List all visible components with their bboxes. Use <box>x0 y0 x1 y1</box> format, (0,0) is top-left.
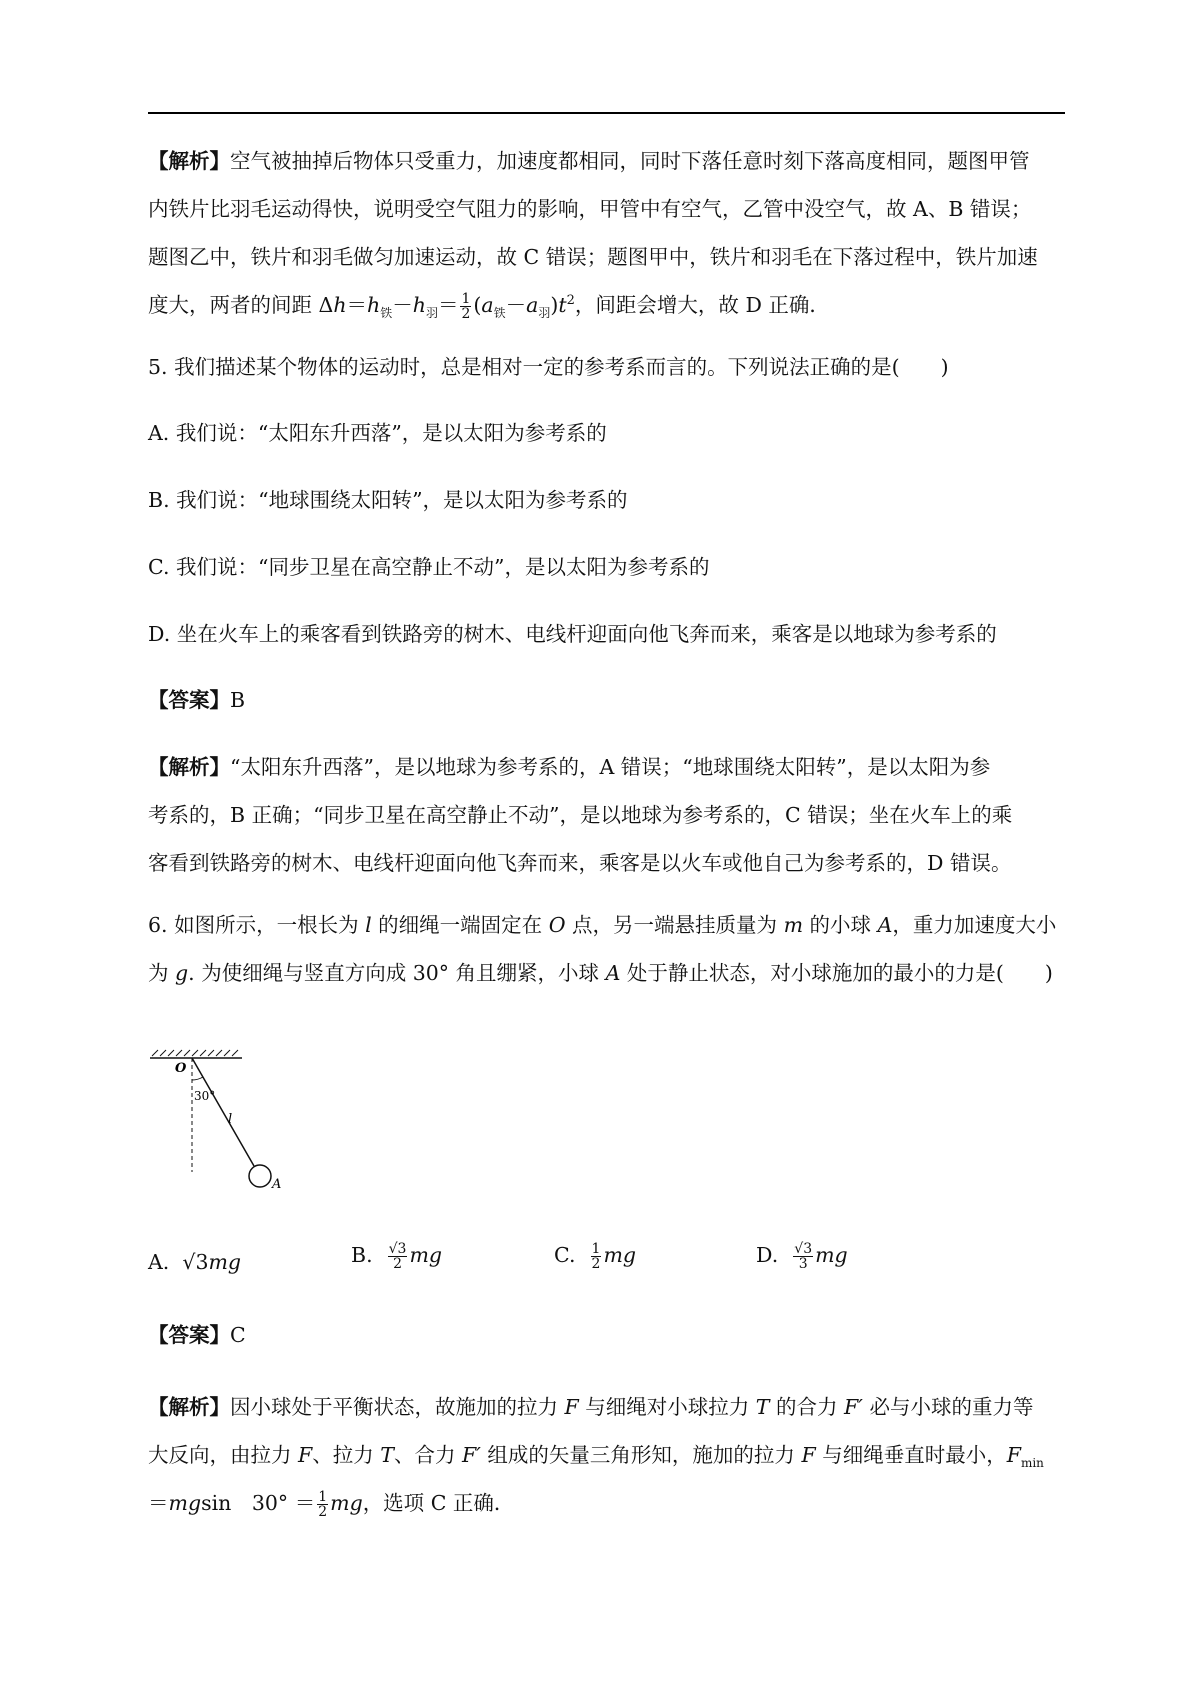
q4-expl-line-2: 内铁片比羽毛运动得快，说明受空气阻力的影响，甲管中有空气，乙管中没空气，故 A、B 错误； <box>148 197 1032 221</box>
label-a: A <box>272 1177 282 1192</box>
label-l: l <box>228 1112 233 1127</box>
q6-option-b: B. $\frac{√3}{2}$ mg <box>351 1241 443 1272</box>
fraction-half: $\frac{1}{2}$ <box>461 291 471 322</box>
string-line <box>192 1058 254 1166</box>
q6-option-c: C. $\frac{1}{2}$ mg <box>554 1241 637 1272</box>
q5-option-d: D. 坐在火车上的乘客看到铁路旁的树木、电线杆迎面向他飞奔而来，乘客是以地球为参考系的 <box>148 622 997 646</box>
q5-expl-line-2: 考系的，B 正确；“同步卫星在高空静止不动”，是以地球为参考系的，C 错误；坐在火车上的乘 <box>148 803 1013 827</box>
q5-option-c: C. 我们说：“同步卫星在高空静止不动”，是以太阳为参考系的 <box>148 555 710 579</box>
q5-answer: 【答案】B <box>148 688 246 712</box>
q5-option-b: B. 我们说：“地球围绕太阳转”，是以太阳为参考系的 <box>148 488 628 512</box>
pendulum-figure <box>148 1048 308 1198</box>
ceiling-hatch <box>152 1050 238 1056</box>
q6-stem-line-2: 为 g. 为使细绳与竖直方向成 30° 角且绷紧，小球 A 处于静止状态，对小球施加的最小的力是( ) <box>148 961 1053 985</box>
q5-option-a: A. 我们说：“太阳东升西落”，是以太阳为参考系的 <box>148 421 607 445</box>
q6-option-a: A. √3mg <box>148 1250 242 1274</box>
q6-stem-line-1: 6. 如图所示，一根长为 l 的细绳一端固定在 O 点，另一端悬挂质量为 m 的小球 A，重力加速度大小 <box>148 913 1057 937</box>
q4-expl-label: 【解析】 <box>148 149 230 173</box>
q5-expl-line-1: 【解析】“太阳东升西落”，是以地球为参考系的，A 错误；“地球围绕太阳转”，是以太阳为参 <box>148 755 991 779</box>
label-o: O <box>175 1061 187 1076</box>
q6-option-d: D. $\frac{√3}{3}$ mg <box>756 1241 848 1272</box>
q6-expl-line-3: ＝mgsin 30° ＝ $\frac{1}{2}$ mg，选项 C 正确． <box>148 1489 515 1520</box>
q4-expl-line-1: 【解析】空气被抽掉后物体只受重力，加速度都相同，同时下落任意时刻下落高度相同，题图甲管 <box>148 149 1030 173</box>
q4-expl-line-3: 题图乙中，铁片和羽毛做匀加速运动，故 C 错误；题图甲中，铁片和羽毛在下落过程中，铁片加速 <box>148 245 1038 269</box>
q4-expl-line-4: 度大，两者的间距 $\Delta h=h_铁-h_羽=$ $\frac{1}{2}$ $(a_铁-a_羽)t^2$，间距会增大，故 D 正确． <box>148 291 830 322</box>
q6-answer: 【答案】C <box>148 1323 246 1347</box>
q5-stem: 5. 我们描述某个物体的运动时，总是相对一定的参考系而言的。下列说法正确的是( ) <box>148 355 949 379</box>
q6-expl-line-1: 【解析】因小球处于平衡状态，故施加的拉力 F 与细绳对小球拉力 T 的合力 F′ 必与小球的重力等 <box>148 1395 1034 1419</box>
q5-expl-line-3: 客看到铁路旁的树木、电线杆迎面向他飞奔而来，乘客是以火车或他自己为参考系的，D 错误。 <box>148 851 1012 875</box>
angle-arc <box>192 1077 203 1080</box>
ball-a <box>249 1165 271 1187</box>
header-rule <box>148 112 1065 114</box>
q6-expl-line-2: 大反向，由拉力 F、拉力 T、合力 F′ 组成的矢量三角形知，施加的拉力 F 与细绳垂直时最小，$F_{min}$ <box>148 1443 1044 1470</box>
label-angle: 30° <box>194 1089 216 1103</box>
